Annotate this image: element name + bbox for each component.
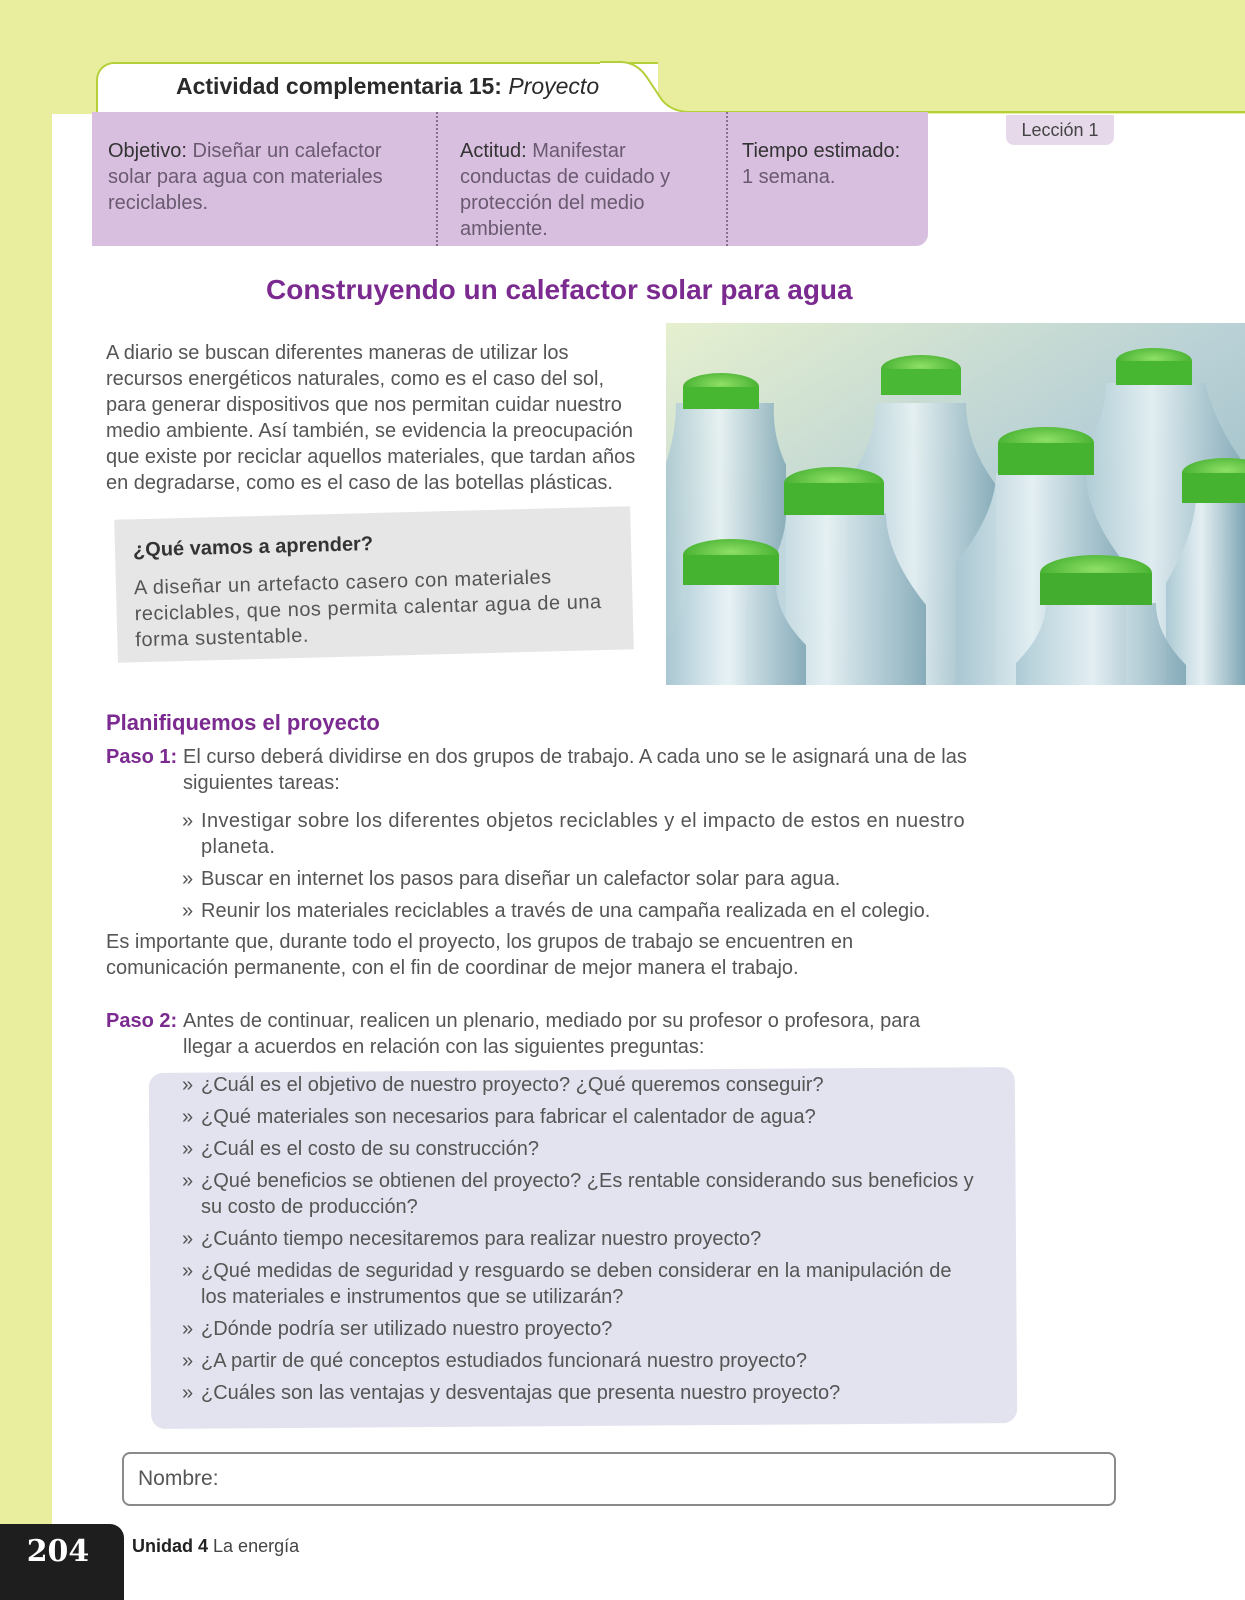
attitude [460, 138, 716, 242]
question-text: ¿A partir de qué conceptos estudiados funcionará nuestro proyecto? [201, 1350, 807, 1372]
attitude-label: Actitud: [460, 140, 527, 162]
bullet-glyph: » [182, 1260, 194, 1282]
step1-note: Es importante que, durante todo el proyecto, los grupos de trabajo se encuentren en comunicación permanente, con el fin de coordinar de mejor manera el trabajo. [106, 931, 854, 979]
question-text: ¿Qué materiales son necesarios para fabricar el calentador de agua? [201, 1106, 816, 1128]
question-text: ¿Cuál es el objetivo de nuestro proyecto? ¿Qué queremos conseguir? [201, 1074, 824, 1096]
bullet-glyph: » [182, 900, 194, 922]
bullet-glyph: » [182, 1138, 194, 1160]
list-item [182, 1348, 982, 1374]
bullet-glyph: » [182, 1350, 194, 1372]
learning-box [114, 506, 634, 662]
bullet-glyph: » [182, 1228, 194, 1250]
activity-type: Proyecto [508, 73, 600, 99]
list-item [182, 1168, 982, 1220]
list-item [182, 808, 982, 860]
bullet-glyph: » [182, 1074, 194, 1096]
plan-heading: Planifiquemos el proyecto [106, 710, 380, 735]
page-number: 204 [0, 1524, 124, 1600]
footer-unit [132, 1536, 299, 1557]
question-text: ¿Qué medidas de seguridad y resguardo se deben considerar en la manipulación de los materiales e instrumentos que se utilizarán? [201, 1260, 952, 1308]
bullet-glyph: » [182, 1382, 194, 1404]
question-text: ¿Cuáles son las ventajas y desventajas que presenta nuestro proyecto? [201, 1382, 841, 1404]
lesson-tag: Lección 1 [1006, 115, 1114, 145]
question-text: ¿Dónde podría ser utilizado nuestro proyecto? [201, 1318, 613, 1340]
question-text: ¿Cuál es el costo de su construcción? [201, 1138, 539, 1160]
step1-label: Paso 1: [106, 746, 178, 768]
objective-text: Diseñar un calefactor solar para agua con materiales reciclables. [108, 140, 383, 214]
step2-text: Antes de continuar, realicen un plenario, mediado por su profesor o profesora, para llegar a acuerdos en relación con las siguientes preguntas: [183, 1010, 921, 1058]
question-text: ¿Qué beneficios se obtienen del proyecto? ¿Es rentable considerando sus beneficios y su costo de producción? [201, 1170, 974, 1218]
step1-text: El curso deberá dividirse en dos grupos de trabajo. A cada uno se le asignará una de las siguientes tareas: [183, 746, 967, 794]
name-field-label: Nombre: [138, 1467, 219, 1490]
learning-text: A diseñar un artefacto casero con materiales reciclables, que nos permita calentar agua de una forma sustentable. [133, 566, 602, 652]
info-separator [726, 112, 728, 246]
objective [108, 138, 408, 216]
unit-label: Unidad 4 [132, 1536, 209, 1556]
question-text: ¿Cuánto tiempo necesitaremos para realizar nuestro proyecto? [201, 1228, 762, 1250]
tab-curve [600, 60, 700, 116]
bullet-glyph: » [182, 868, 194, 890]
list-item-text: Reunir los materiales reciclables a través de una campaña realizada en el colegio. [201, 900, 931, 922]
bullet-glyph: » [182, 1318, 194, 1340]
bullet-glyph: » [182, 1106, 194, 1128]
list-item [182, 1226, 982, 1252]
time-label: Tiempo estimado: [742, 140, 901, 162]
list-item [182, 1104, 982, 1130]
step2-label: Paso 2: [106, 1010, 178, 1032]
list-item-text: Investigar sobre los diferentes objetos reciclables y el impacto de estos en nuestro planeta. [201, 810, 965, 858]
list-item [182, 1072, 982, 1098]
bullet-glyph: » [182, 1170, 194, 1192]
list-item [182, 866, 982, 892]
list-item [182, 1380, 982, 1406]
learning-title: ¿Qué vamos a aprender? [132, 533, 374, 562]
name-field[interactable] [122, 1452, 1116, 1506]
page-title: Construyendo un calefactor solar para agua [266, 274, 853, 305]
list-item-text: Buscar en internet los pasos para diseñar un calefactor solar para agua. [201, 868, 841, 890]
activity-prefix: Actividad complementaria 15: [176, 73, 502, 99]
attitude-text: Manifestar conductas de cuidado y protección del medio ambiente. [460, 140, 671, 240]
intro-paragraph: A diario se buscan diferentes maneras de utilizar los recursos energéticos naturales, como es el caso del sol, para generar dispositivos que nos permitan cuidar nuestro medio ambiente. Así también, se evidencia la preocupación que existe por reciclar aquellos materiales, que tardan años en degradarse, como es el caso de las botellas plásticas. [106, 342, 636, 494]
activity-title [176, 73, 599, 100]
bottles-photo [666, 323, 1245, 685]
list-item [182, 1258, 982, 1310]
objective-label: Objetivo: [108, 140, 187, 162]
list-item [182, 1316, 982, 1342]
time-estimate [742, 138, 922, 190]
info-separator [436, 112, 438, 246]
bullet-glyph: » [182, 810, 194, 832]
left-background [0, 0, 52, 1600]
list-item [182, 898, 982, 924]
time-text: 1 semana. [742, 166, 836, 188]
unit-title: La energía [213, 1536, 300, 1556]
list-item [182, 1136, 982, 1162]
info-box [92, 112, 928, 246]
